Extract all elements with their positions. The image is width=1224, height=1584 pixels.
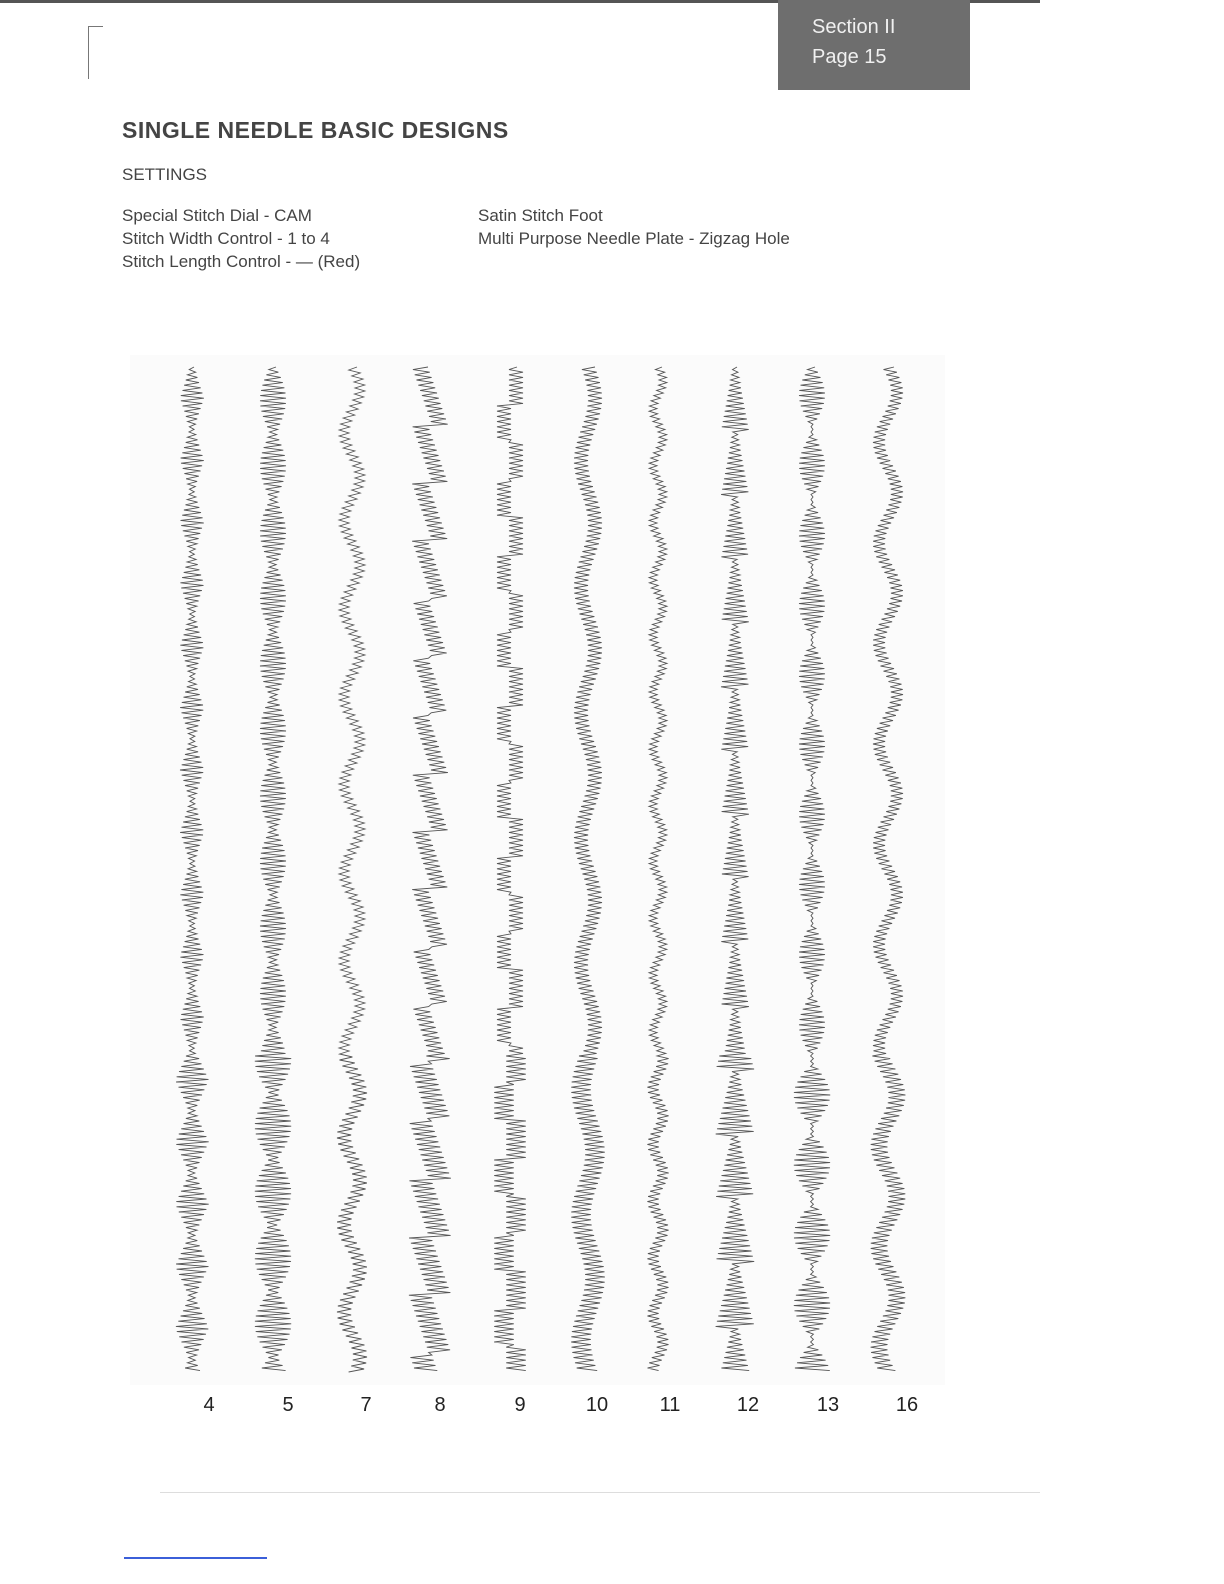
section-label: Section II — [812, 16, 896, 38]
setting-needle-plate: Multi Purpose Needle Plate - Zigzag Hole — [478, 229, 790, 248]
corner-crop-mark — [88, 26, 103, 79]
footer-rule — [160, 1492, 1040, 1493]
design-number-4: 4 — [203, 1394, 215, 1416]
design-number-7: 7 — [360, 1394, 372, 1416]
stitch-samples-illustration — [130, 355, 945, 1385]
stitch-sample-13 — [794, 367, 830, 1371]
design-number-8: 8 — [434, 1394, 446, 1416]
stitch-sample-10 — [571, 367, 605, 1371]
stitch-sample-12 — [716, 367, 755, 1371]
stitch-sample-9 — [494, 367, 526, 1371]
stitch-sample-5 — [255, 367, 291, 1371]
setting-stitch-width: Stitch Width Control - 1 to 4 — [122, 229, 330, 248]
setting-special-stitch-dial: Special Stitch Dial - CAM — [122, 206, 312, 225]
setting-stitch-length: Stitch Length Control - — (Red) — [122, 252, 361, 271]
stitch-sample-16 — [871, 367, 906, 1371]
design-number-9: 9 — [514, 1394, 526, 1416]
settings-heading: SETTINGS — [122, 165, 208, 184]
page-label: Page 15 — [812, 46, 887, 68]
design-number-11: 11 — [659, 1394, 681, 1416]
stitch-sample-4 — [176, 367, 209, 1371]
design-number-10: 10 — [585, 1394, 609, 1416]
settings-right-column — [478, 204, 790, 250]
stitch-sample-sheet — [130, 355, 945, 1385]
setting-presser-foot: Satin Stitch Foot — [478, 206, 603, 225]
bottom-underline — [124, 1557, 267, 1559]
stitch-sample-11 — [647, 367, 668, 1371]
design-number-5: 5 — [282, 1394, 294, 1416]
design-number-16: 16 — [895, 1394, 919, 1416]
settings-left-column — [122, 204, 360, 273]
stitch-sample-8 — [409, 367, 451, 1371]
page-title: SINGLE NEEDLE BASIC DESIGNS — [122, 117, 509, 143]
design-number-13: 13 — [816, 1394, 840, 1416]
design-number-12: 12 — [736, 1394, 760, 1416]
stitch-sample-7 — [337, 367, 367, 1372]
section-tab — [778, 0, 970, 90]
